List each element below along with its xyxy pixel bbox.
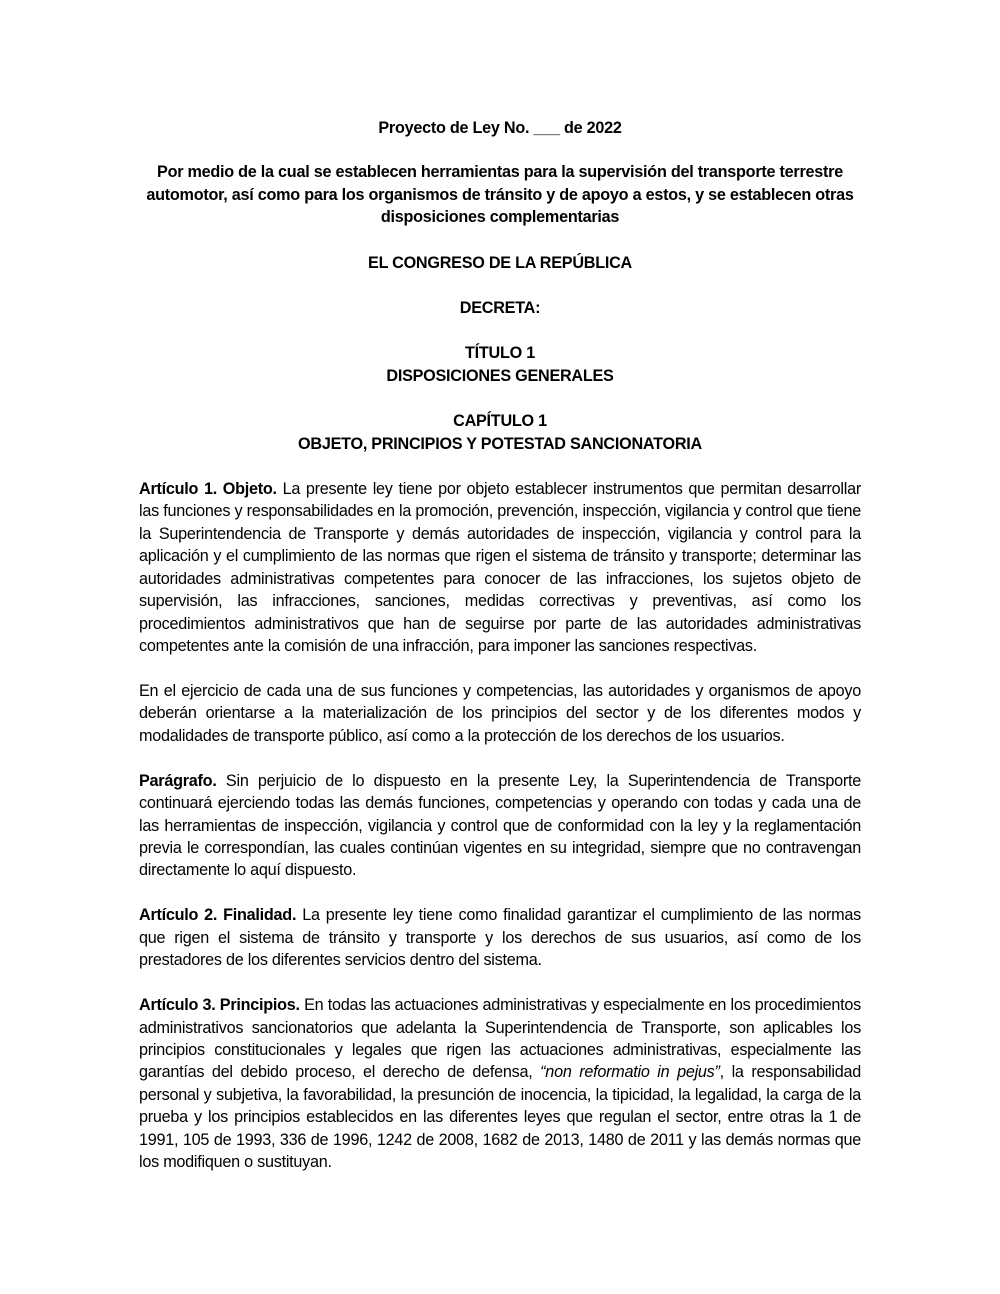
- article-3-paragraph: [139, 994, 861, 1173]
- chapter-heading: [139, 410, 861, 455]
- chapter-number: CAPÍTULO 1: [453, 412, 547, 431]
- article-1-second-paragraph: En el ejercicio de cada una de sus funciones y competencias, las autoridades y organismos de apoyo deberán orientarse a la materialización de los principios del sector y de los diferentes modos y modalidades de transporte público, así como a la protección de los derechos de los usuarios.: [139, 681, 861, 745]
- article-1-lead: Artículo 1. Objeto.: [139, 480, 277, 499]
- article-3-text-after: , la responsabilidad personal y subjetiva, la favorabilidad, la presunción de inocencia, la tipicidad, la legalidad, la carga de la prueba y los principios establecidos en las diferentes leyes que regulan el sector, entre otras la 1 de 1991, 105 de 1993, 336 de 1996, 1242 de 2008, 1682 de 2013, 1480 de 2011 y las demás normas que los modifiquen o sustituyan.: [139, 1063, 861, 1171]
- chapter-name: OBJETO, PRINCIPIOS Y POTESTAD SANCIONATORIA: [298, 434, 702, 453]
- bill-heading: Proyecto de Ley No. ___ de 2022: [378, 119, 622, 137]
- article-2-lead: Artículo 2. Finalidad.: [139, 906, 297, 925]
- article-2-text: La presente ley tiene como finalidad garantizar el cumplimiento de las normas que rigen el sistema de tránsito y transporte y los derechos de sus usuarios, así como de los prestadores de los diferentes servicios dentro del sistema.: [139, 906, 861, 970]
- decreta-heading: DECRETA:: [459, 299, 541, 318]
- article-3-text-before: En todas las actuaciones administrativas y especialmente en los procedimientos administrativos sancionatorios que adelanta la Superintendencia de Transporte, son aplicables los principios constitucionales y legales que rigen las actuaciones administrativas, especialmente las garantías del debido proceso, el derecho de defensa,: [139, 996, 861, 1082]
- article-1-text: La presente ley tiene por objeto establecer instrumentos que permitan desarrollar las funciones y responsabilidades en la promoción, prevención, inspección, vigilancia y control que tiene la Superintendencia de Transporte y demás autoridades de inspección, vigilancia y control para la aplicación y el cumplimiento de las normas que rigen el sistema de tránsito y transporte; determinar las autoridades administrativas competentes para conocer de las infracciones, los sujetos objeto de supervisión, las infracciones, sanciones, medidas correctivas y preventivas, así como los procedimientos administrativos que han de seguirse por parte de las autoridades administrativas competentes ante la comisión de una infracción, para imponer las sanciones respectivas.: [139, 480, 861, 655]
- title-number: TÍTULO 1: [465, 344, 535, 363]
- title-name: DISPOSICIONES GENERALES: [386, 366, 614, 385]
- congress-heading: EL CONGRESO DE LA REPÚBLICA: [368, 253, 632, 272]
- article-3-italic-phrase: “non reformatio in pejus”: [540, 1063, 720, 1082]
- paragrafo-lead: Parágrafo.: [139, 771, 217, 790]
- document-page: [139, 117, 861, 1196]
- paragrafo-paragraph: [139, 770, 861, 882]
- paragrafo-text: Sin perjuicio de lo dispuesto en la presente Ley, la Superintendencia de Transporte continuará ejerciendo todas las demás funciones, competencias y operando con todas y cada una de las herramientas de inspección, vigilancia y control que de conformidad con la ley y la reglamentación previa le correspondían, las cuales continúan vigentes en su integridad, siempre que no contravengan directamente lo aquí dispuesto.: [139, 771, 861, 880]
- article-1-paragraph: [139, 478, 861, 657]
- title-heading: [139, 342, 861, 387]
- article-2-paragraph: [139, 904, 861, 971]
- article-3-lead: Artículo 3. Principios.: [139, 996, 300, 1015]
- bill-subtitle: Por medio de la cual se establecen herramientas para la supervisión del transporte terrestre automotor, así como para los organismos de tránsito y de apoyo a estos, y se establecen otras disposiciones complementarias: [146, 163, 854, 227]
